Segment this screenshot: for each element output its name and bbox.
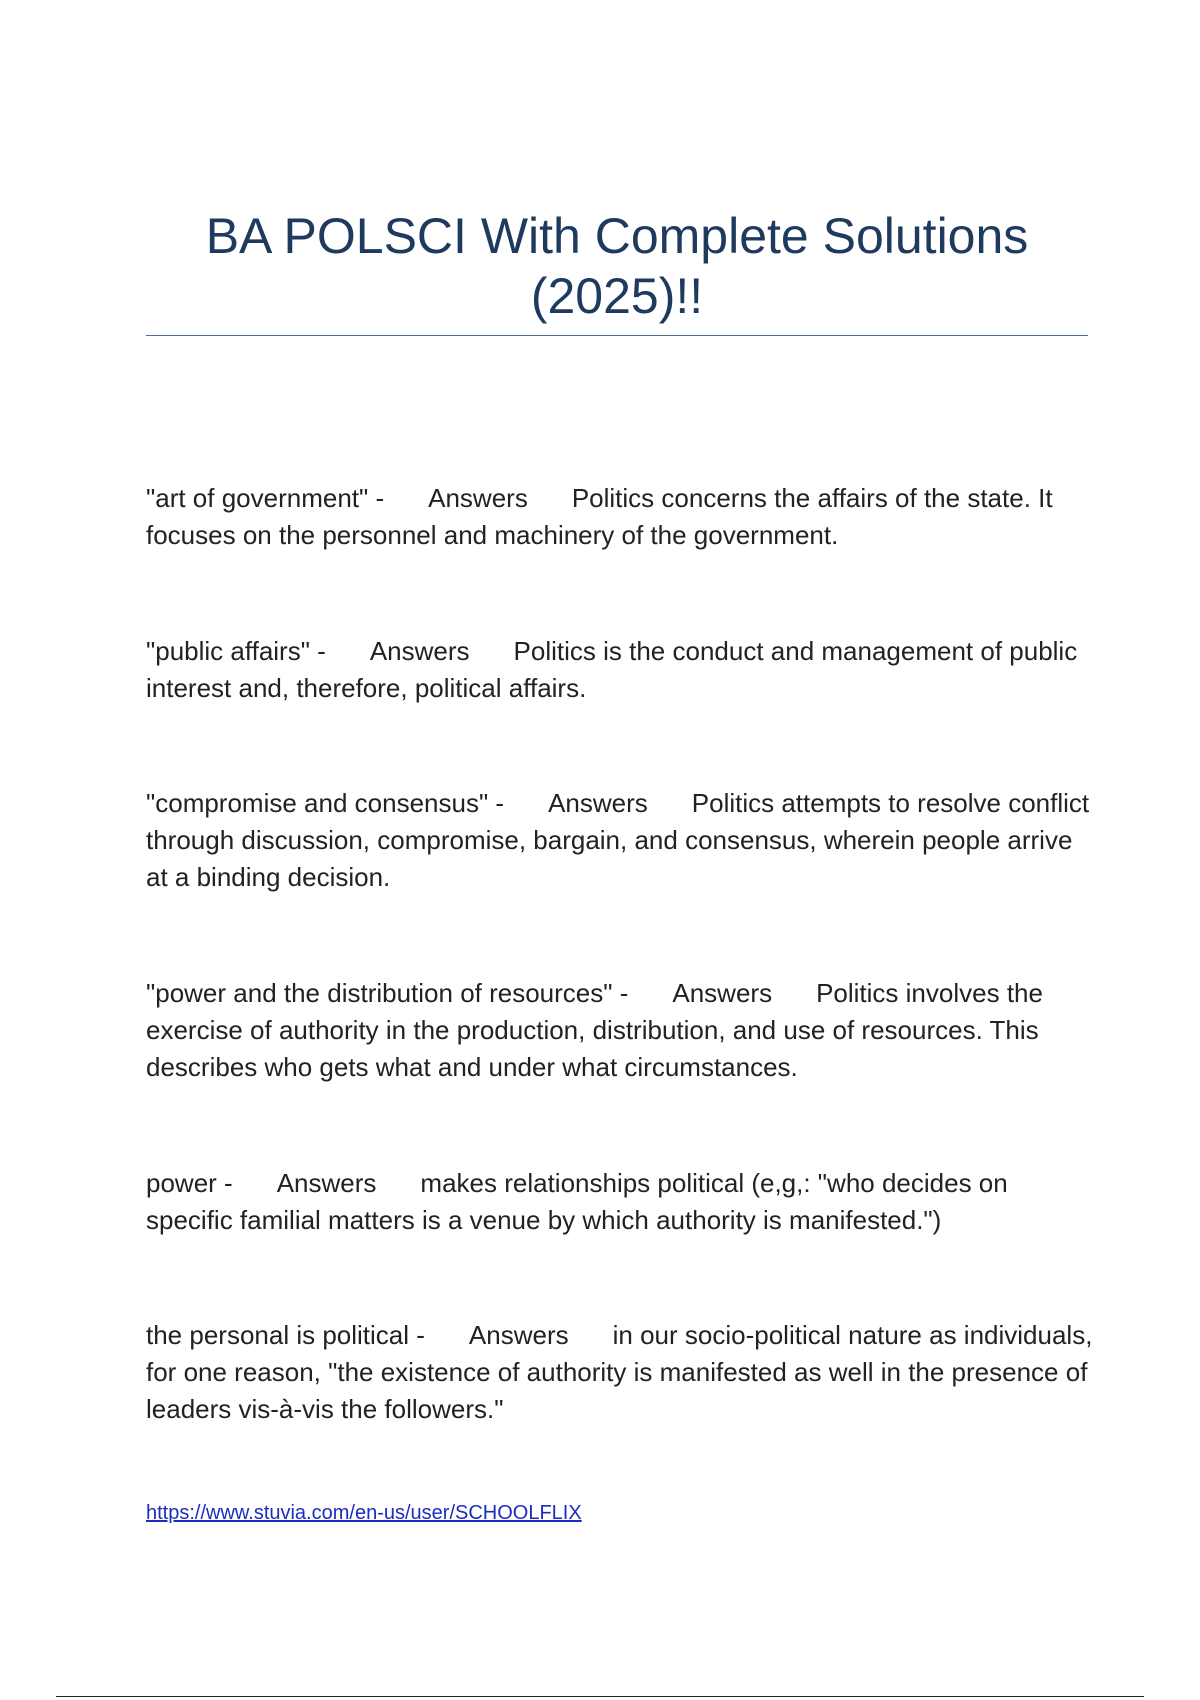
qa-answer: Politics involves the exercise of authority in the production, distribution, and use of resources. This describes who gets what and under what circumstances. (146, 978, 1043, 1082)
qa-answer: Politics attempts to resolve conflict through discussion, compromise, bargain, and consensus, wherein people arrive at a binding decision. (146, 788, 1090, 892)
title-underline (146, 335, 1088, 336)
qa-answer: makes relationships political (e,g,: "who decides on specific familial matters is a venue by which authority is manifested.") (146, 1168, 1008, 1235)
answers-label: Answers (428, 483, 528, 513)
qa-entry (146, 785, 1096, 896)
qa-term: "power and the distribution of resources" - (146, 978, 629, 1008)
qa-answer: Politics concerns the affairs of the state. It focuses on the personnel and machinery of the government. (146, 483, 1053, 550)
footer-divider (56, 1696, 1144, 1697)
answers-label: Answers (468, 1320, 569, 1350)
qa-entry (146, 480, 1096, 554)
qa-entry (146, 975, 1096, 1086)
author-profile-link[interactable]: https://www.stuvia.com/en-us/user/SCHOOLFLIX (146, 1502, 582, 1524)
qa-entry (146, 1317, 1096, 1428)
qa-term: power - (146, 1168, 233, 1198)
qa-term: "public affairs" - (146, 636, 326, 666)
qa-answer: in our socio-political nature as individuals, for one reason, "the existence of authority is manifested as well in the presence of leaders vis-à-vis the followers." (146, 1320, 1093, 1424)
qa-entry (146, 633, 1096, 707)
qa-term: "art of government" - (146, 483, 385, 513)
answers-label: Answers (548, 788, 648, 818)
answers-label: Answers (672, 978, 773, 1008)
qa-term: "compromise and consensus" - (146, 788, 505, 818)
answers-label: Answers (369, 636, 470, 666)
title-block (146, 206, 1088, 326)
qa-answer: Politics is the conduct and management of public interest and, therefore, political affairs. (146, 636, 1078, 703)
document-title: BA POLSCI With Complete Solutions (2025)!! (205, 208, 1029, 324)
qa-entry (146, 1165, 1096, 1239)
qa-term: the personal is political - (146, 1320, 425, 1350)
answers-label: Answers (276, 1168, 377, 1198)
